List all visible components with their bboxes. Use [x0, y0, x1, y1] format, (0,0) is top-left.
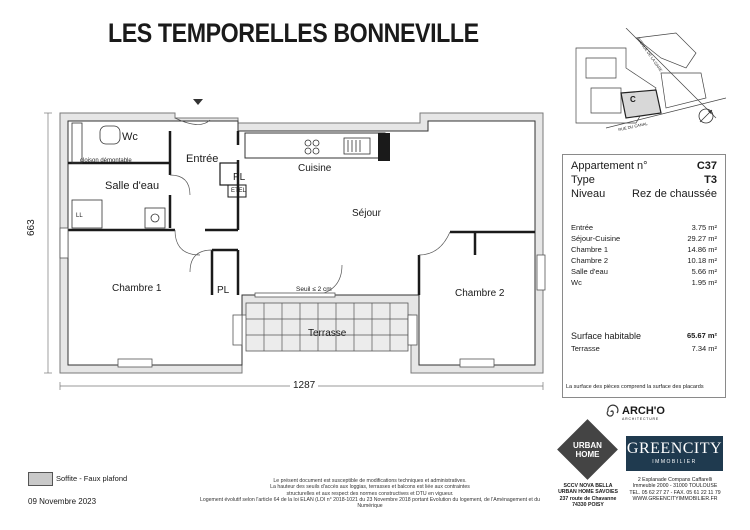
legal-line: Logement évolutif selon l'article 64 de la loi ELAN (LOI n° 2018-1021 du 23 Novembre 2018 portant Evolution du logement, de l'Aménagement et du Numérique: [200, 496, 541, 510]
site-map-street2: RUE DU CANAL: [617, 120, 648, 133]
sccv-line: 237 route de Chavanne: [559, 495, 617, 502]
area-row: [571, 256, 717, 265]
archo-sub: ARCHITECTURE: [622, 417, 660, 421]
room-salle-eau-label: Salle d'eau: [105, 180, 160, 192]
seuil-label: Seuil ≤ 2 cm: [296, 286, 332, 293]
surface-note: La surface des pièces comprend la surface des placards: [566, 384, 704, 390]
legal-line: La hauteur des seuils d'accès aux loggias, terrasses et balcons est liée aux contraintes: [270, 484, 470, 491]
terrasse-value: 7.34 m²: [691, 344, 717, 353]
room-chambre2-label: Chambre 2: [455, 288, 505, 299]
urban-home-text: [566, 428, 609, 471]
surface-habitable-row: [571, 331, 717, 341]
greencity-logo: [626, 436, 723, 471]
legal-line: Le présent document est susceptible de modifications techniques et administratives.: [273, 478, 467, 484]
page-title: LES TEMPORELLES BONNEVILLE: [108, 18, 479, 48]
surface-habitable-label: Surface habitable: [571, 331, 642, 341]
room-terrasse-label: Terrasse: [308, 328, 347, 339]
area-label: Entrée: [571, 223, 594, 232]
area-row: [571, 245, 717, 254]
archo-name: ARCH'O: [622, 405, 665, 417]
placard-label-2: PL: [217, 285, 230, 296]
info-appartement-value: C37: [696, 160, 717, 172]
area-row: [571, 234, 717, 243]
area-row: [571, 278, 717, 287]
archo-logo: [604, 402, 724, 422]
area-label: Salle d'eau: [571, 267, 608, 276]
greencity-name: GREENCITY: [626, 440, 723, 457]
room-chambre1-label: Chambre 1: [112, 283, 162, 294]
area-label: Chambre 1: [571, 245, 609, 254]
room-cuisine-label: Cuisine: [298, 163, 332, 174]
document-date: 09 Novembre 2023: [28, 497, 97, 506]
dimension-width: 1287: [290, 380, 318, 391]
info-type-label: Type: [571, 174, 595, 186]
terrasse-row: [571, 344, 717, 353]
etel-label: ETEL: [231, 188, 247, 194]
area-label: Séjour-Cuisine: [571, 234, 621, 243]
sccv-line: URBAN HOME SAVOIES: [558, 489, 618, 496]
info-appartement-label: Appartement n°: [571, 160, 648, 172]
urban-home-line2: HOME: [575, 449, 600, 459]
legend-swatch: [28, 472, 53, 486]
sccv-address: [552, 483, 624, 508]
info-niveau-row: [571, 188, 717, 200]
area-row: [571, 223, 717, 232]
area-row: [571, 267, 717, 276]
dimension-height: 663: [26, 219, 37, 236]
sccv-line: SCCV NOVA BELLA: [563, 483, 613, 489]
info-niveau-value: Rez de chaussée: [632, 188, 717, 200]
area-value: 10.18 m²: [687, 256, 717, 265]
area-value: 3.75 m²: [691, 223, 717, 232]
entrance-arrow-icon: [193, 99, 203, 105]
area-value: 1.95 m²: [691, 278, 717, 287]
greencity-sub: IMMOBILIER: [652, 459, 697, 465]
archo-spiral-icon: [604, 404, 620, 420]
room-entree-label: Entrée: [186, 153, 219, 165]
gc-address-line: 2 Esplanade Compans Caffarelli: [637, 477, 713, 483]
ll-label: LL: [76, 213, 83, 219]
site-map-marker: C: [630, 95, 636, 104]
area-value: 29.27 m²: [687, 234, 717, 243]
room-sejour-label: Séjour: [352, 208, 381, 219]
legal-line: structurelles et aux respect des normes constructives et DTU en vigueur.: [286, 490, 454, 497]
info-appartement-row: [571, 160, 717, 172]
placard-label: PL: [233, 172, 246, 183]
area-label: Chambre 2: [571, 256, 609, 265]
cloison-label: cloison démontable: [80, 158, 132, 164]
info-type-value: T3: [704, 174, 717, 186]
legal-notice: [200, 478, 540, 509]
surface-habitable-value: 65.67 m²: [686, 331, 717, 340]
apartment-info-panel: [562, 154, 726, 398]
room-wc-label: Wc: [122, 131, 138, 143]
info-niveau-label: Niveau: [571, 188, 606, 200]
site-map-street1: AVENUE DE LA GARE: [635, 36, 664, 73]
gc-address-line: WWW.GREENCITYIMMOBILIER.FR: [632, 495, 718, 502]
gc-address-line: Immeuble 2000 - 31000 TOULOUSE: [632, 483, 718, 490]
legend-label: Soffite - Faux plafond: [56, 474, 128, 483]
info-type-row: [571, 174, 717, 186]
area-value: 14.86 m²: [687, 245, 717, 254]
area-value: 5.66 m²: [691, 267, 717, 276]
terrasse-label: Terrasse: [571, 344, 600, 353]
urban-home-line1: URBAN: [573, 440, 602, 450]
gc-address-line: TEL. 05 62 27 27 - FAX. 05 61 22 11 79: [629, 489, 721, 496]
greencity-address: [624, 477, 726, 502]
area-label: Wc: [571, 278, 582, 287]
sccv-line: 74330 POISY: [572, 501, 604, 508]
